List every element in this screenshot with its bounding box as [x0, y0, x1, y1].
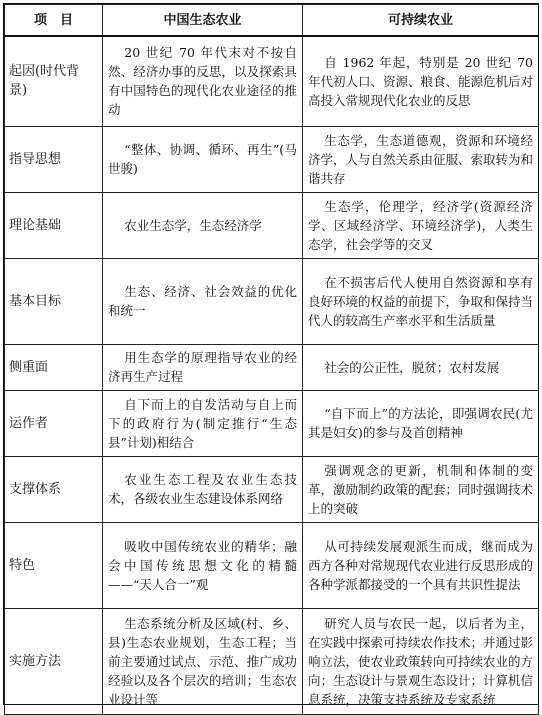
- china-cell: 用生态学的原理指导农业的经济再生产过程: [103, 344, 303, 390]
- row-label: 特色: [5, 522, 103, 608]
- table-row: [5, 390, 539, 456]
- sustainable-cell: 社会的公正性，脱贫；农村发展: [303, 344, 539, 390]
- row-label: 起因(时代背景): [5, 36, 103, 126]
- china-cell: 生态、经济、社会效益的优化和统一: [103, 258, 303, 344]
- sustainable-cell: “自下而上”的方法论，即强调农民(尤其是妇女)的参与及首创精神: [303, 390, 539, 456]
- header-china-eco-agriculture: 中国生态农业: [103, 5, 303, 37]
- china-cell: 自下而上的自发活动与自上而下的政府行为(制定推行“生态县”计划)相结合: [103, 390, 303, 456]
- row-label: 指导思想: [5, 126, 103, 192]
- sustainable-cell: 强调观念的更新，机制和体制的变革，激励制约政策的配套；同时强调技术上的突破: [303, 456, 539, 522]
- china-cell: 20 世纪 70 年代末对不按自然、经济办事的反思，以及探索具有中国特色的现代化农业途径的推动: [103, 36, 303, 126]
- row-label: 实施方法: [5, 608, 103, 714]
- row-label: 侧重面: [5, 344, 103, 390]
- china-cell: “整体、协调、循环、再生”(马世骏): [103, 126, 303, 192]
- table-row: [5, 192, 539, 258]
- table-row: [5, 126, 539, 192]
- comparison-table: [4, 4, 539, 715]
- table-row: [5, 36, 539, 126]
- sustainable-cell: 自 1962 年起，特别是 20 世纪 70 年代初人口、资源、粮食、能源危机后对高投入常规现代化农业的反思: [303, 36, 539, 126]
- header-sustainable-agriculture: 可持续农业: [303, 5, 539, 37]
- row-label: 基本目标: [5, 258, 103, 344]
- china-cell: 农业生态工程及农业生态技术，各级农业生态建设体系网络: [103, 456, 303, 522]
- table-row: [5, 456, 539, 522]
- table-row: [5, 258, 539, 344]
- sustainable-cell: 研究人员与农民一起，以后者为主，在实践中探索可持续农作技术；并通过影响立法，使农业政策转向可持续农业的方向；生态设计与景观生态设计；计算机信息系统，决策支持系统及专家系统: [303, 608, 539, 714]
- table-row: [5, 522, 539, 608]
- header-item: 项 目: [5, 5, 103, 37]
- china-cell: 吸收中国传统农业的精华；融会中国传统思想文化的精髓——“天人合一”观: [103, 522, 303, 608]
- row-label: 理论基础: [5, 192, 103, 258]
- sustainable-cell: 生态学，生态道德观，资源和环境经济学，人与自然关系由征服、索取转为和谐共存: [303, 126, 539, 192]
- table-header-row: [5, 5, 539, 37]
- china-cell: 生态系统分析及区域(村、乡、县)生态农业规划，生态工程；当前主要通过试点、示范、推广成功经验以及各个层次的培训；生态农业设计等: [103, 608, 303, 714]
- sustainable-cell: 在不损害后代人使用自然资源和享有良好环境的权益的前提下，争取和保持当代人的较高生产率水平和生活质量: [303, 258, 539, 344]
- sustainable-cell: 从可持续发展观派生而成，继而成为西方各种对常规现代农业进行反思形成的各种学派都接受的一个具有共识性提法: [303, 522, 539, 608]
- row-label: 支撑体系: [5, 456, 103, 522]
- china-cell: 农业生态学，生态经济学: [103, 192, 303, 258]
- sustainable-cell: 生态学，伦理学，经济学(资源经济学、区域经济学、环境经济学)，人类生态学，社会学等的交叉: [303, 192, 539, 258]
- table-row: [5, 344, 539, 390]
- table-row: [5, 608, 539, 714]
- row-label: 运作者: [5, 390, 103, 456]
